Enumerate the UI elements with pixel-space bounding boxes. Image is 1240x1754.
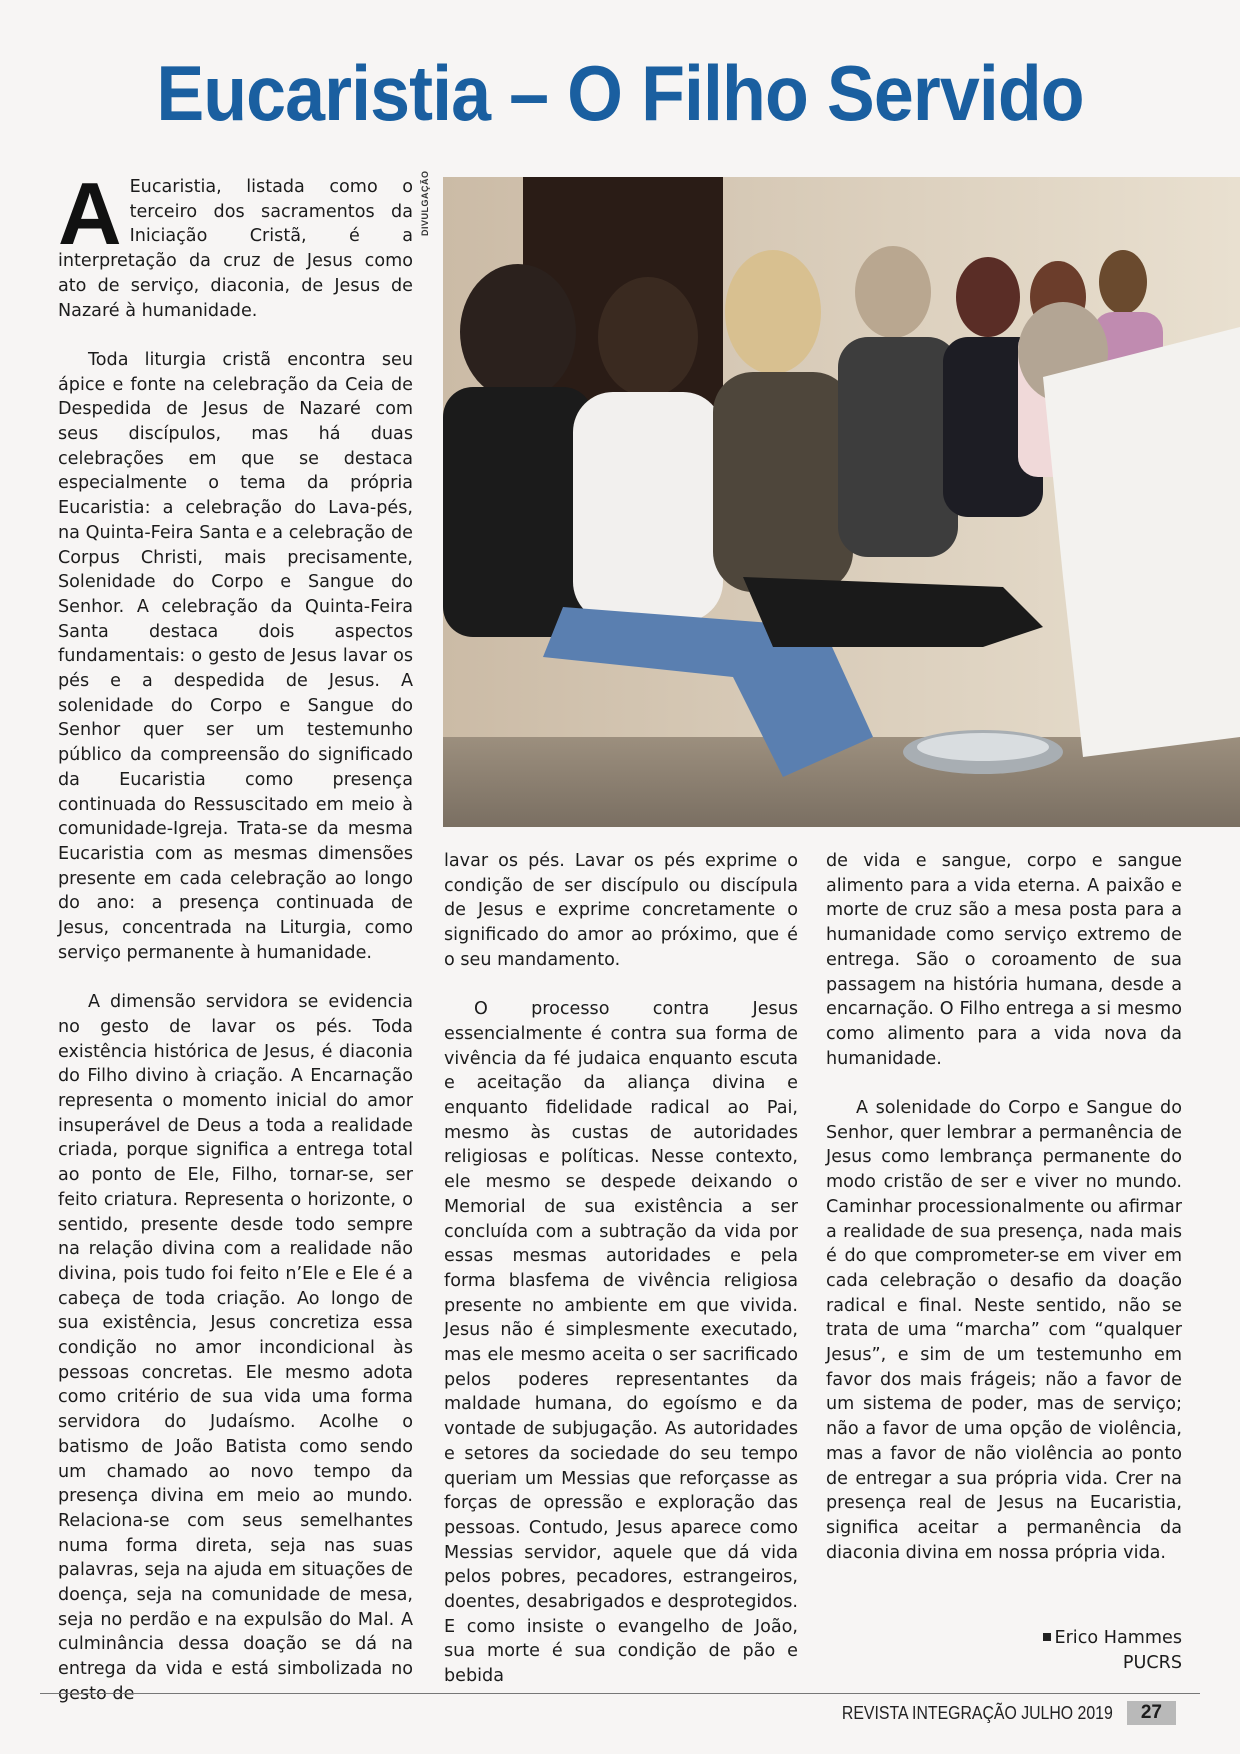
author-affiliation: PUCRS xyxy=(1122,1652,1182,1673)
column-1 xyxy=(58,164,413,1707)
paragraph: A solenidade do Corpo e Sangue do Senhor, quer lembrar a permanência de Jesus como lembrança permanente do modo cristão de ser e viver no mundo. Caminhar processionalmente ou afirmar a realidade de sua presença, nada mais é do que comprometer-se em viver em cada celebração o desafio da doação radical e final. Neste sentido, não se trata de uma “marcha” com “qualquer Jesus”, e sim de um testemunho em favor dos mais frágeis; não a favor de um sistema de poder, mas de serviço; não a favor de uma opção de violência, mas a favor de não violência ao ponto de entregar a sua própria vida. Crer na presença real de Jesus na Eucaristia, significa aceitar a permanência da diaconia divina em nossa própria vida. xyxy=(826,1098,1182,1563)
lead-paragraph xyxy=(58,164,413,323)
author-signature xyxy=(900,1626,1182,1675)
paragraph: de vida e sangue, corpo e sangue alimento para a vida eterna. A paixão e morte de cruz são a mesa posta para a humanidade como serviço extremo de entrega. São o coroamento de sua passagem na história humana, desde a encarnação. O Filho entrega a si mesmo como alimento para a vida nova da humanidade. xyxy=(826,851,1182,1069)
page-footer xyxy=(805,1700,1176,1726)
article-photo xyxy=(443,177,1240,827)
article-title: Eucaristia – O Filho Servido xyxy=(156,49,1084,137)
drop-cap: A xyxy=(58,164,122,263)
page-number: 27 xyxy=(1127,1701,1176,1725)
author-name: Erico Hammes xyxy=(1054,1628,1182,1648)
column-2 xyxy=(444,849,798,1689)
paragraph-text: Eucaristia, listada como o terceiro dos sacramentos da Iniciação Cristã, é a interpretação da cruz de Jesus como ato de serviço, diaconia, de Jesus de Nazaré à humanidade. xyxy=(58,177,413,321)
column-3 xyxy=(826,849,1182,1565)
square-bullet-icon xyxy=(1043,1633,1051,1641)
magazine-name: REVISTA INTEGRAÇÃO JULHO 2019 xyxy=(842,1702,1113,1723)
foot-washing-photo xyxy=(443,177,1240,827)
paragraph: Toda liturgia cristã encontra seu ápice e fonte na celebração da Ceia de Despedida de Jesus de Nazaré com seus discípulos, mas há duas celebrações em que se destaca especialmente o tema da própria Eucaristia: a celebração do Lava-pés, na Quinta-Feira Santa e a celebração de Corpus Christi, mais precisamente, Solenidade do Corpo e Sangue do Senhor. A celebração da Quinta-Feira Santa destaca dois aspectos fundamentais: o gesto de Jesus lavar os pés e a despedida de Jesus. A solenidade do Corpo e Sangue do Senhor quer ser um testemunho público da compreensão do significado da Eucaristia como presença continuada do Ressuscitado em meio à comunidade-Igreja. Trata-se da mesma Eucaristia com as mesmas dimensões presente em cada celebração ao longo do ano: a presença continuada de Jesus, concentrada na Liturgia, como serviço permanente à humanidade. xyxy=(58,349,413,963)
footer-divider xyxy=(40,1693,1200,1694)
paragraph: A dimensão servidora se evidencia no gesto de lavar os pés. Toda existência histórica de Jesus, é diaconia do Filho divino à criação. A Encarnação representa o momento inicial do amor insuperável de Deus a toda a realidade criada, porque significa a entrega total ao ponto de Ele, Filho, tornar-se, ser feito criatura. Representa o horizonte, o sentido, presente desde todo sempre na relação divina com a realidade não divina, pois tudo foi feito n’Ele e Ele é a cabeça de toda criação. Ao longo de sua existência, Jesus concretiza essa condição no amor incondicional às pessoas concretas. Ele mesmo adota como critério de sua vida uma forma servidora do Judaísmo. Acolhe o batismo de João Batista como sendo um chamado ao novo tempo da presença divina em meio ao mundo. Relaciona-se com seus semelhantes numa forma direta, seja nas suas palavras, seja na ajuda em situações de doença, seja na comunidade de mesa, seja no perdão e na expulsão do Mal. A culminância dessa doação se dá na entrega da vida e está simbolizada no gesto de xyxy=(58,992,413,1704)
paragraph: O processo contra Jesus essencialmente é contra sua forma de vivência da fé judaica enquanto escuta e aceitação da aliança divina e enquanto fidelidade radical ao Pai, mesmo às custas de autoridades religiosas e políticas. Nesse contexto, ele mesmo se despede deixando o Memorial de sua existência a ser concluída com a subtração da vida por essas mesmas autoridades e pela forma blasfema de vivência religiosa presente no ambiente em que vivida. Jesus não é simplesmente executado, mas ele mesmo aceita o ser sacrificado pelos poderes representantes da maldade humana, do egoísmo e da vontade de subjugação. As autoridades e setores da sociedade do seu tempo queriam um Messias que reforçasse as forças de opressão e exploração das pessoas. Contudo, Jesus aparece como Messias servidor, aquele que dá vida pelos pobres, pecadores, estrangeiros, doentes, desabrigados e desprotegidos. E como insiste o evangelho de João, sua morte é sua condição de pão e bebida xyxy=(444,999,798,1687)
paragraph: lavar os pés. Lavar os pés exprime o condição de ser discípulo ou discípula de Jesus e exprime concretamente o significado do amor ao próximo, que é o seu mandamento. xyxy=(444,851,798,970)
photo-credit: DIVULGAÇÃO xyxy=(420,170,430,236)
